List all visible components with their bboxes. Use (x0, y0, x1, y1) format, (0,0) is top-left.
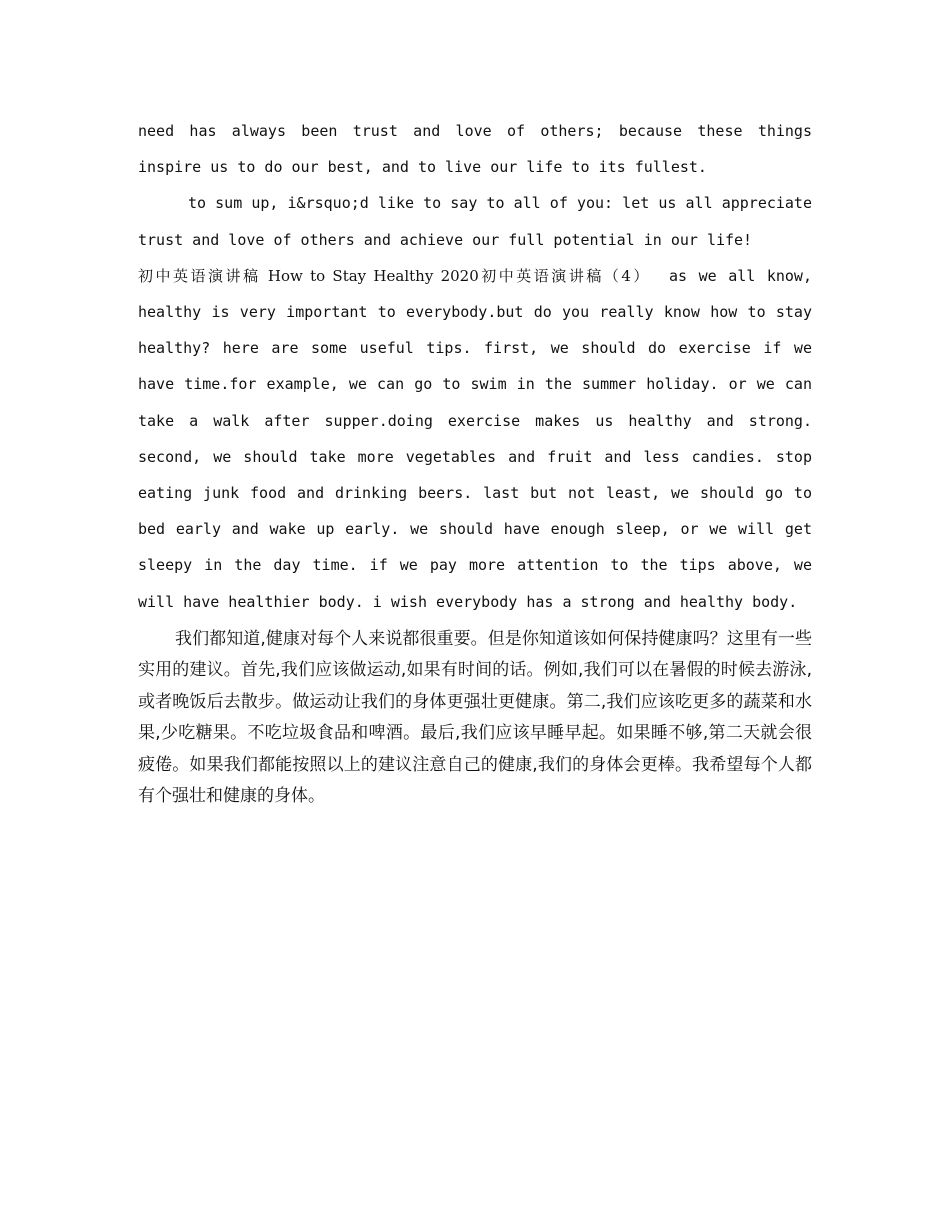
paragraph-stay-healthy (138, 258, 812, 620)
paragraph-stay-healthy-text: as we all know, healthy is very important to everybody.but do you really know how to stay healthy? here are some useful tips. first, we should do exercise if we have time.for example, we can go to swim in the summer holiday. or we can take a walk after supper.doing exercise makes us healthy and strong. second, we should take more vegetables and fruit and less candies. stop eating junk food and drinking beers. last but not least, we should go to bed early and wake up early. we should have enough sleep, or we will get sleepy in the day time. if we pay more attention to the tips above, we will have healthier body. i wish everybody has a strong and healthy body. (138, 266, 812, 611)
document-body (138, 113, 812, 813)
section-heading: 初中英语演讲稿 How to Stay Healthy 2020初中英语演讲稿（4） (138, 266, 651, 285)
paragraph-chinese-translation: 我们都知道,健康对每个人来说都很重要。但是你知道该如何保持健康吗？这里有一些实用的建议。首先,我们应该做运动,如果有时间的话。例如,我们可以在暑假的时候去游泳,或者晚饭后去散步。做运动让我们的身体更强壮更健康。第二,我们应该吃更多的蔬菜和水果,少吃糖果。不吃垃圾食品和啤酒。最后,我们应该早睡早起。如果睡不够,第二天就会很疲倦。如果我们都能按照以上的建议注意自己的健康,我们的身体会更棒。我希望每个人都有个强壮和健康的身体。 (138, 628, 812, 807)
paragraph-trust-love: need has always been trust and love of others; because these things inspire us to do our best, and to live our life to its fullest. (138, 122, 812, 177)
paragraph-conclusion: to sum up, i&rsquo;d like to say to all of you: let us all appreciate trust and love of others and achieve our full potential in our life! (138, 194, 812, 249)
